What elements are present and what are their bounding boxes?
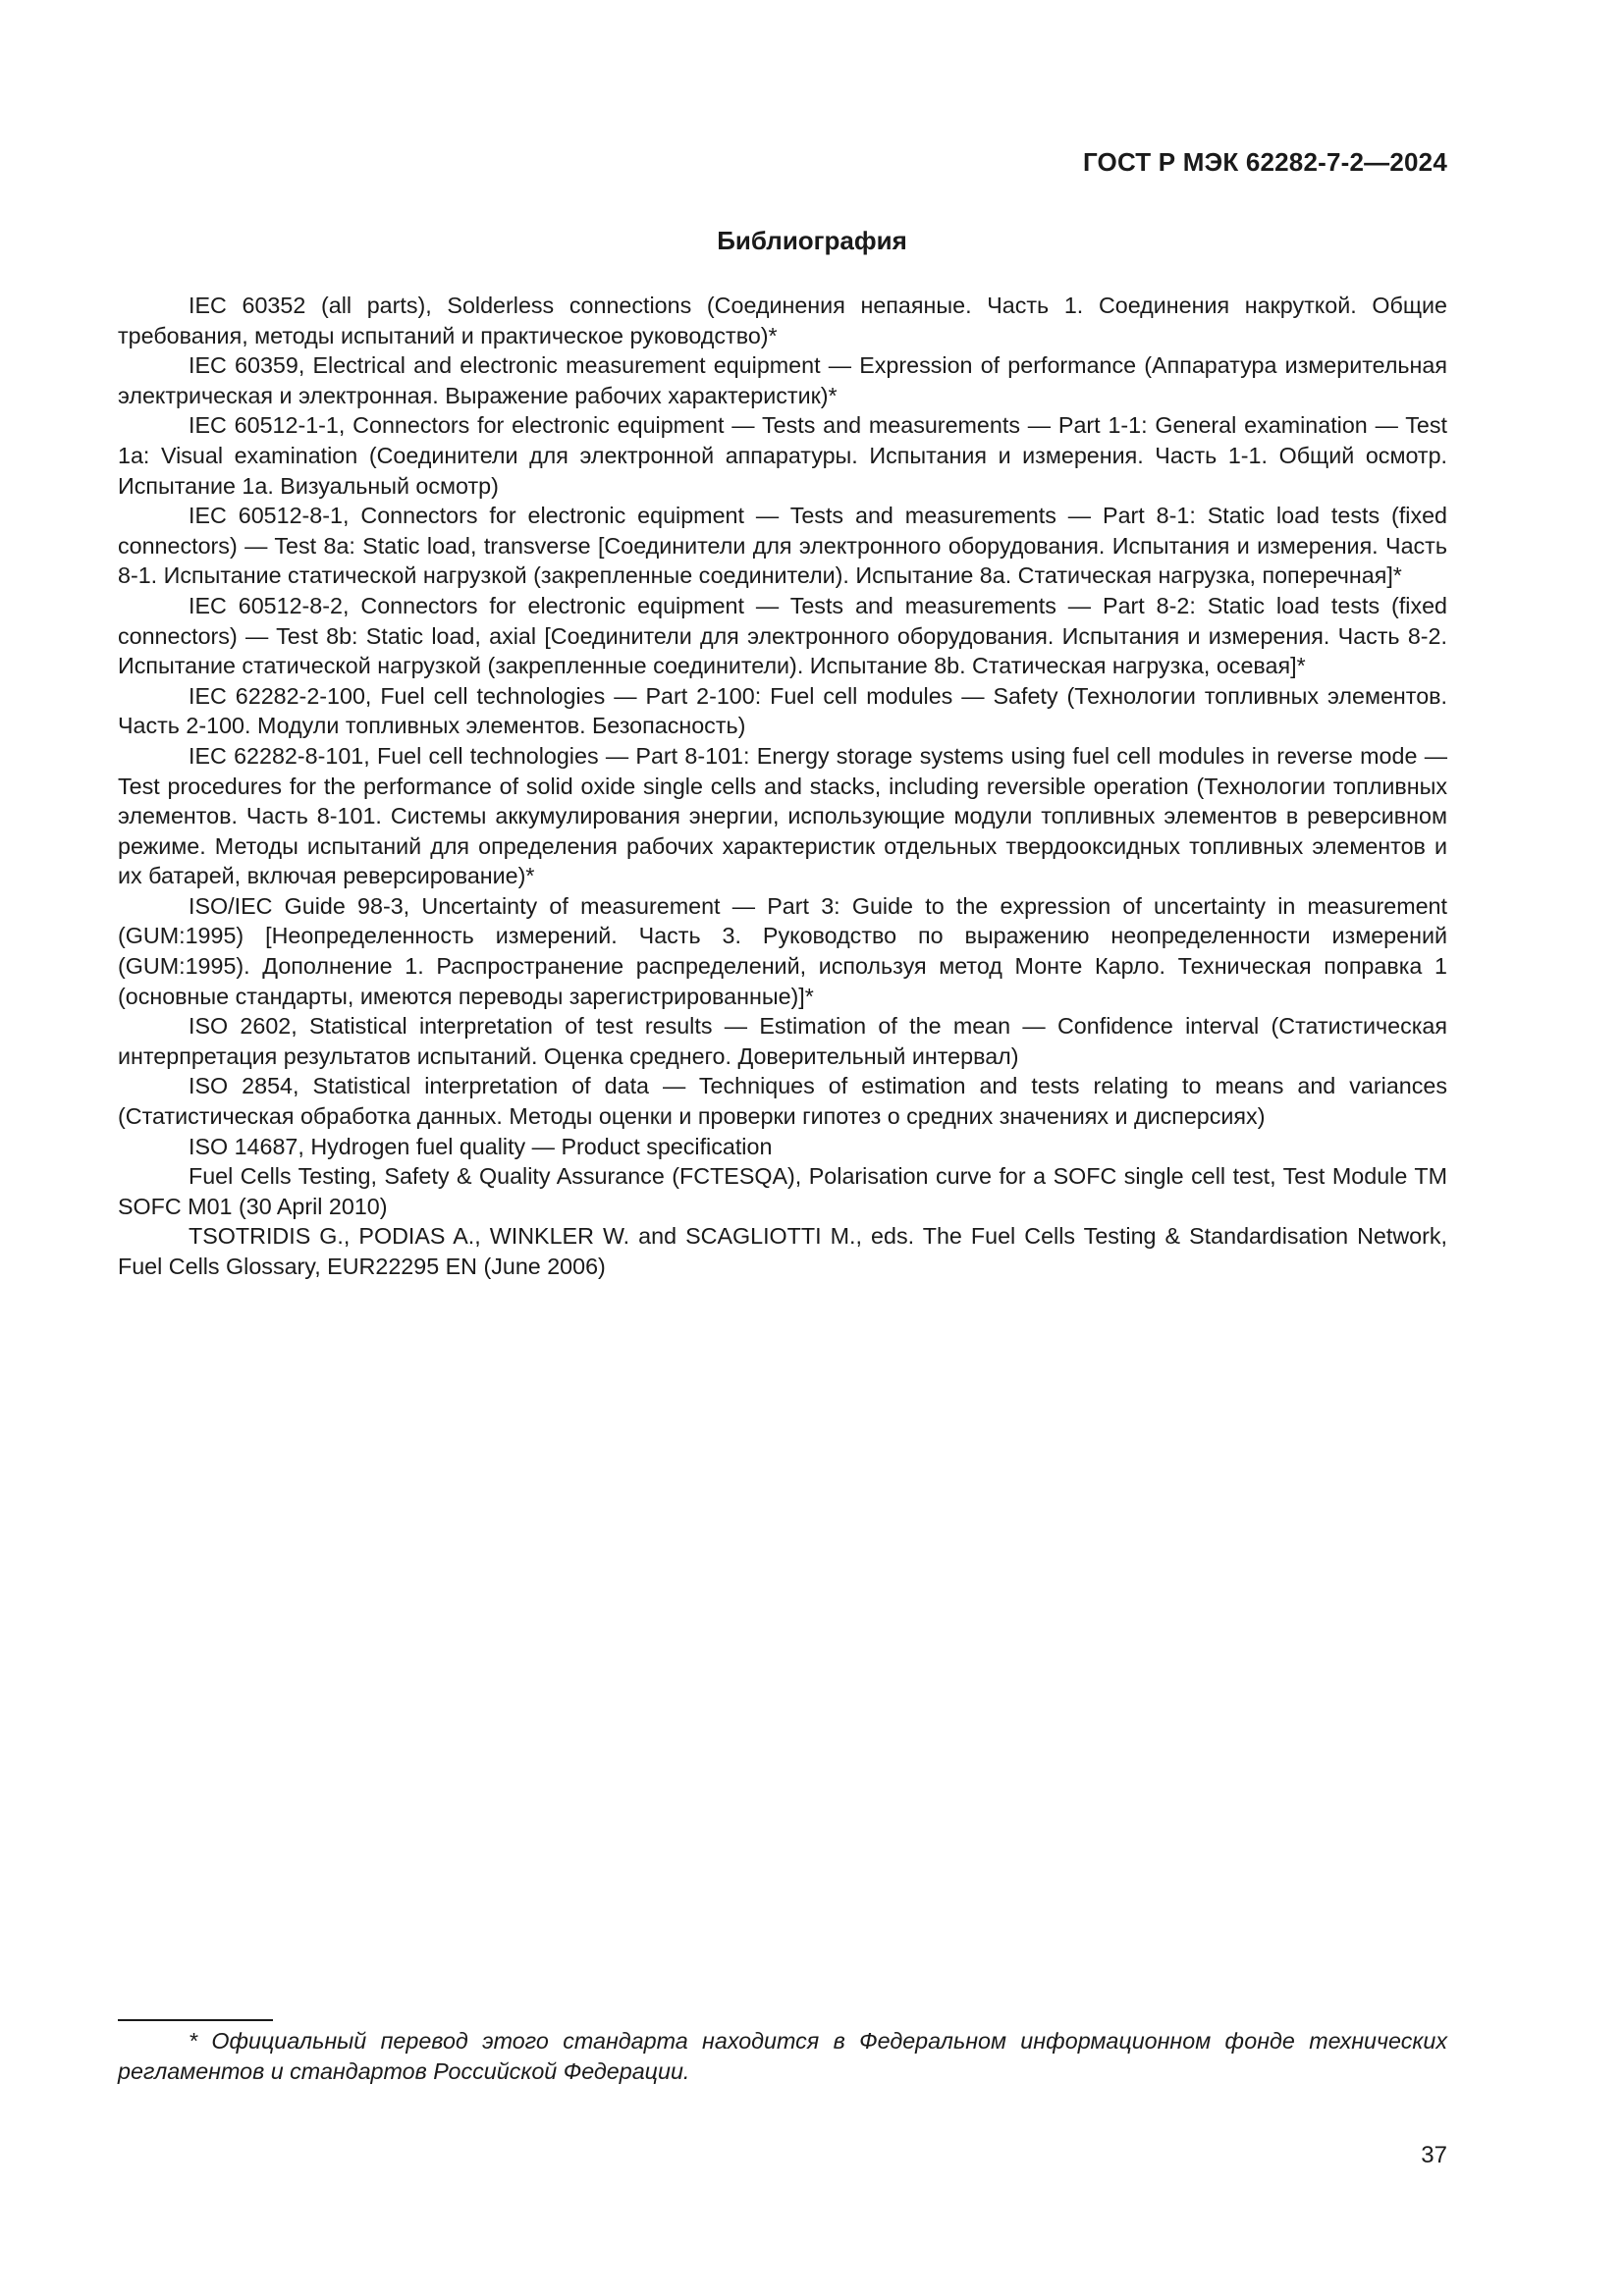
bibliography-list <box>118 291 1447 1282</box>
section-title: Библиография <box>717 226 907 255</box>
bibliography-entry: IEC 60512-8-2, Connectors for electronic equipment — Tests and measurements — Part 8-2: Static load tests (fixed connectors) — Test 8b: Static load, axial [Соединители для электронного оборудования. Испытания и измерения. Часть 8-2. Испытание статической нагрузкой (закрепленные соединители). Испытание 8b. Статическая нагрузка, осевая]* <box>118 592 1447 679</box>
page-number: 37 <box>1421 2142 1447 2168</box>
footnote: * Официальный перевод этого стандарта находится в Федеральном информационном фонде технических регламентов и стандартов Российской Федерации. <box>118 2028 1447 2084</box>
bibliography-entry: IEC 60512-8-1, Connectors for electronic equipment — Tests and measurements — Part 8-1: Static load tests (fixed connectors) — Test 8a: Static load, transverse [Соединители для электронного оборудования. Испытания и измерения. Часть 8-1. Испытание статической нагрузкой (закрепленные соединители). Испытание 8a. Статическая нагрузка, поперечная]* <box>118 503 1447 589</box>
bibliography-entry: IEC 60359, Electrical and electronic measurement equipment — Expression of performance (Аппаратура измерительная электрическая и электронная. Выражение рабочих характеристик)* <box>118 352 1447 408</box>
bibliography-entry: ISO 14687, Hydrogen fuel quality — Product specification <box>189 1133 773 1159</box>
bibliography-entry: IEC 62282-8-101, Fuel cell technologies — Part 8-101: Energy storage systems using fuel cell modules in reverse mode — Test procedures for the performance of solid oxide single cells and stacks, including reversible operation (Технологии топливных элементов. Часть 8-101. Системы аккумулирования энергии, использующие модули топливных элементов в реверсивном режиме. Методы испытаний для определения рабочих характеристик отдельных твердооксидных топливных элементов и их батарей, включая реверсирование)* <box>118 742 1447 889</box>
bibliography-entry: ISO 2854, Statistical interpretation of data — Techniques of estimation and tests relating to means and variances (Статистическая обработка данных. Методы оценки и проверки гипотез о средних значениях и дисперсиях) <box>118 1073 1447 1130</box>
standard-code-header: ГОСТ Р МЭК 62282-7-2—2024 <box>1082 147 1447 177</box>
bibliography-entry: ISO/IEC Guide 98-3, Uncertainty of measurement — Part 3: Guide to the expression of uncertainty in measurement (GUM:1995) [Неопределенность измерений. Часть 3. Руководство по выражению неопределенности измерений (GUM:1995). Дополнение 1. Распространение распределений, используя метод Монте Карло. Техническая поправка 1 (основные стандарты, имеются переводы зарегистрированные)]* <box>118 892 1447 1009</box>
bibliography-entry: IEC 62282-2-100, Fuel cell technologies — Part 2-100: Fuel cell modules — Safety (Технологии топливных элементов. Часть 2-100. Модули топливных элементов. Безопасность) <box>118 682 1447 739</box>
footnote-divider <box>118 2019 273 2021</box>
bibliography-entry: IEC 60512-1-1, Connectors for electronic equipment — Tests and measurements — Part 1-1: General examination — Test 1a: Visual examination (Соединители для электронной аппаратуры. Испытания и измерения. Часть 1-1. Общий осмотр. Испытание 1a. Визуальный осмотр) <box>118 412 1447 499</box>
bibliography-entry: TSOTRIDIS G., PODIAS A., WINKLER W. and SCAGLIOTTI M., eds. The Fuel Cells Testing & Standardisation Network, Fuel Cells Glossary, EUR22295 EN (June 2006) <box>118 1223 1447 1279</box>
bibliography-entry: IEC 60352 (all parts), Solderless connections (Соединения непаяные. Часть 1. Соединения накруткой. Общие требования, методы испытаний и практическое руководство)* <box>118 293 1447 348</box>
bibliography-entry: Fuel Cells Testing, Safety & Quality Assurance (FCTESQA), Polarisation curve for a SOFC single cell test, Test Module TM SOFC M01 (30 April 2010) <box>118 1163 1447 1219</box>
bibliography-entry: ISO 2602, Statistical interpretation of test results — Estimation of the mean — Confidence interval (Статистическая интерпретация результатов испытаний. Оценка среднего. Доверительный интервал) <box>118 1013 1447 1069</box>
